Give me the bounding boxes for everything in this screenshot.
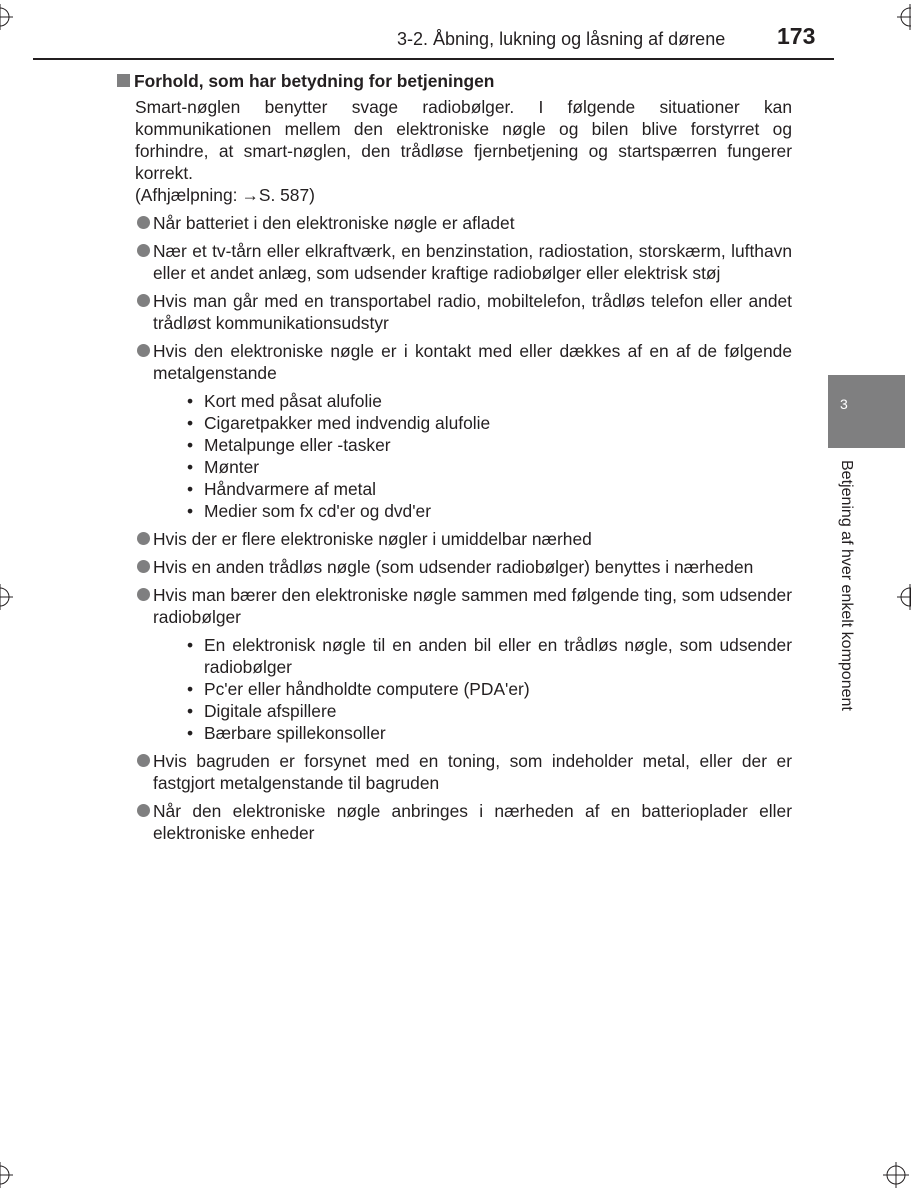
sub-list-item — [187, 678, 792, 700]
round-bullet-icon — [137, 754, 150, 767]
list-item-text: Når batteriet i den elektroniske nøgle er afladet — [153, 213, 515, 233]
sub-list-item — [187, 456, 792, 478]
list-item-body — [153, 340, 792, 522]
registration-mark-mid-left-icon — [0, 584, 13, 610]
small-bullet-icon: • — [187, 723, 194, 743]
list-item — [135, 800, 792, 844]
list-item-body — [153, 584, 792, 744]
sub-list-item-text: Cigaretpakker med indvendig alufolie — [204, 413, 491, 433]
sub-list-item-text: Mønter — [204, 457, 260, 477]
small-bullet-icon: • — [187, 501, 194, 521]
sub-list-item-text: Medier som fx cd'er og dvd'er — [204, 501, 432, 521]
small-bullet-icon: • — [187, 457, 194, 477]
list-item-body — [153, 290, 792, 334]
round-bullet-icon — [137, 560, 150, 573]
square-marker-icon — [117, 74, 130, 87]
section-heading-text: Forhold, som har betydning for betjeningen — [134, 71, 495, 91]
round-bullet-icon — [137, 244, 150, 257]
sub-list-item — [187, 434, 792, 456]
round-bullet-icon — [137, 588, 150, 601]
small-bullet-icon: • — [187, 435, 194, 455]
small-bullet-icon: • — [187, 391, 194, 411]
sub-list-item-text: En elektronisk nøgle til en anden bil eller en trådløs nøgle, som udsender radiobølger — [204, 635, 792, 677]
list-item — [135, 584, 792, 744]
sub-list-item — [187, 500, 792, 522]
list-item — [135, 240, 792, 284]
sub-list — [187, 634, 792, 744]
list-item-body — [153, 800, 792, 844]
arrow-right-icon: → — [241, 185, 259, 205]
list-item — [135, 212, 792, 234]
small-bullet-icon: • — [187, 679, 194, 699]
condition-list — [117, 212, 792, 844]
chapter-tab-number: 3 — [840, 396, 848, 412]
list-item-text: Hvis den elektroniske nøgle er i kontakt med eller dækkes af en af de følgende metalgenstande — [153, 341, 792, 383]
small-bullet-icon: • — [187, 635, 194, 655]
list-item-text: Hvis der er flere elektroniske nøgler i umiddelbar nærhed — [153, 529, 592, 549]
list-item-body — [153, 556, 792, 578]
list-item-text: Hvis man bærer den elektroniske nøgle sammen med følgende ting, som udsender radiobølger — [153, 585, 792, 627]
small-bullet-icon: • — [187, 479, 194, 499]
sub-list-item — [187, 478, 792, 500]
sub-list-item-text: Metalpunge eller -tasker — [204, 435, 391, 455]
list-item-text: Hvis man går med en transportabel radio, mobiltelefon, trådløs telefon eller andet trådløst kommunikationsudstyr — [153, 291, 792, 333]
registration-mark-mid-right-icon — [897, 584, 911, 610]
help-prefix: (Afhjælpning: — [135, 185, 238, 205]
round-bullet-icon — [137, 532, 150, 545]
list-item — [135, 290, 792, 334]
list-item — [135, 556, 792, 578]
chapter-tab-label: Betjening af hver enkelt komponent — [838, 460, 855, 711]
list-item-text: Hvis bagruden er forsynet med en toning, som indeholder metal, eller der er fastgjort metalgenstande til bagruden — [153, 751, 792, 793]
header-rule — [33, 58, 834, 60]
list-item-body — [153, 528, 792, 550]
help-reference: S. 587) — [258, 185, 315, 205]
main-content — [117, 70, 792, 844]
intro-paragraph — [135, 96, 792, 206]
sub-list-item — [187, 722, 792, 744]
round-bullet-icon — [137, 294, 150, 307]
small-bullet-icon: • — [187, 413, 194, 433]
list-item — [135, 528, 792, 550]
list-item-text: Når den elektroniske nøgle anbringes i nærheden af en batterioplader eller elektroniske enheder — [153, 801, 792, 843]
sub-list-item — [187, 390, 792, 412]
sub-list-item-text: Kort med påsat alufolie — [204, 391, 382, 411]
round-bullet-icon — [137, 344, 150, 357]
section-heading — [117, 70, 792, 92]
small-bullet-icon: • — [187, 701, 194, 721]
list-item-text: Nær et tv-tårn eller elkraftværk, en benzinstation, radiostation, storskærm, lufthavn eller et andet anlæg, som udsender kraftige radiobølger eller elektrisk støj — [153, 241, 792, 283]
round-bullet-icon — [137, 216, 150, 229]
sub-list — [187, 390, 792, 522]
list-item-text: Hvis en anden trådløs nøgle (som udsender radiobølger) benyttes i nærheden — [153, 557, 754, 577]
sub-list-item-text: Pc'er eller håndholdte computere (PDA'er) — [204, 679, 530, 699]
list-item — [135, 340, 792, 522]
list-item — [135, 750, 792, 794]
sub-list-item-text: Håndvarmere af metal — [204, 479, 377, 499]
sub-list-item — [187, 700, 792, 722]
round-bullet-icon — [137, 804, 150, 817]
sub-list-item-text: Bærbare spillekonsoller — [204, 723, 386, 743]
registration-mark-top-left-icon — [0, 4, 13, 30]
sub-list-item — [187, 412, 792, 434]
page-number: 173 — [777, 23, 816, 49]
sub-list-item — [187, 634, 792, 678]
list-item-body — [153, 240, 792, 284]
sub-list-item-text: Digitale afspillere — [204, 701, 337, 721]
intro-text: Smart-nøglen benytter svage radiobølger. I følgende situationer kan kommunikationen mellem den elektroniske nøgle og bilen blive forstyrret og forhindre, at smart-nøglen, den trådløse fjernbetjening og startspærren fungerer korrekt. — [135, 97, 792, 183]
registration-mark-bottom-left-icon — [0, 1162, 13, 1188]
list-item-body — [153, 212, 792, 234]
registration-mark-bottom-right-icon — [883, 1162, 909, 1188]
registration-mark-top-right-icon — [897, 4, 911, 30]
list-item-body — [153, 750, 792, 794]
running-header-title: 3-2. Åbning, lukning og låsning af dørene — [397, 29, 726, 49]
